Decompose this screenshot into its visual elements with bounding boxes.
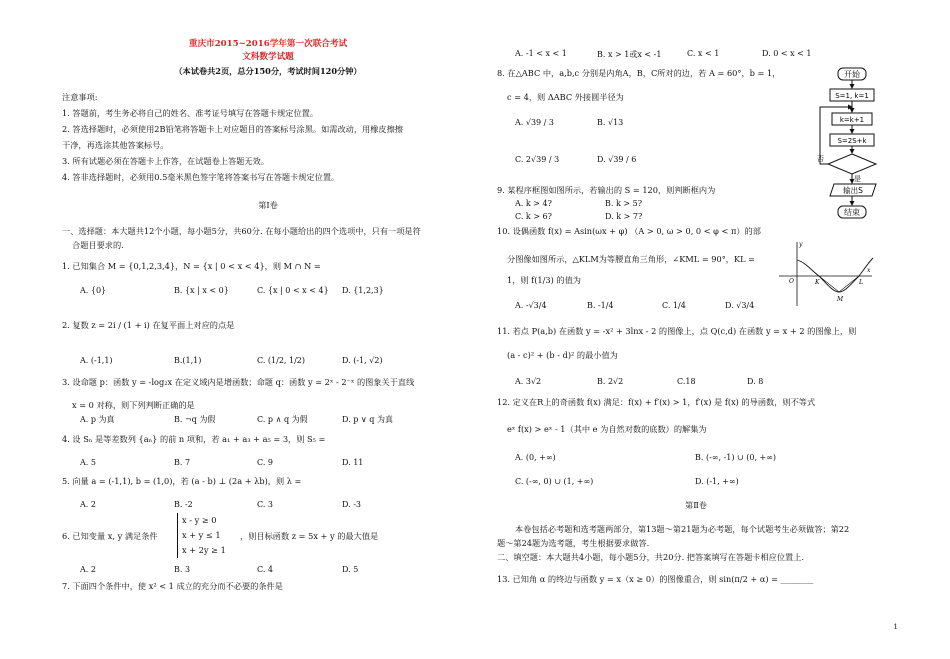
q9-option-b: B. k > 5? (605, 199, 642, 208)
q11-stem-cont: (a - c)² + (b - d)² 的最小值为 (507, 350, 618, 360)
q6-condition: x + y ≤ 1 (182, 530, 221, 540)
q6-stem-tail: ，则目标函数 z = 5x + y 的最大值是 (240, 531, 379, 541)
section2-intro-cont: 题～第24题为选考题，考生根据要求做答. (497, 538, 650, 548)
cosine-curve (797, 258, 873, 292)
graph-x-label: x (867, 267, 871, 274)
q10-stem-cont: 分图像如图所示，△KLM为等腰直角三角形，∠KML = 90°，KL = (507, 254, 756, 264)
section2-intro: 本卷包括必考题和选考题两部分，第13题～第21题为必考题，每个试题考生必须做答；第22 (515, 524, 850, 534)
q11-option-a: A. 3√2 (515, 377, 542, 386)
q7-option-a: A. -1 < x < 1 (515, 49, 567, 58)
q10-option-b: B. -1/4 (587, 301, 614, 310)
q6-option-c: C. 4 (257, 565, 274, 574)
q10-stem: 10. 设偶函数 f(x) = Asin(ωx + φ) （A > 0, ω > 0, 0 < φ < π）的部 (497, 226, 761, 236)
q9-option-c: C. k > 6? (515, 212, 552, 221)
flow-step2-label: S=2S+k (837, 137, 867, 145)
q12-option-b: B. (-∞, -1) ∪ (0, +∞) (695, 453, 777, 462)
q12-option-c: C. (-∞, 0) ∪ (1, +∞) (515, 477, 594, 486)
q5-option-d: D. -3 (342, 500, 362, 509)
q8-option-d: D. √39 / 6 (597, 155, 637, 164)
q11-option-d: D. 8 (747, 377, 764, 386)
q2-option-c: C. (1/2, 1/2) (257, 356, 305, 365)
note-item: 2. 答选择题时，必须使用2B铅笔将答题卡上对应题目的答案标号涂黑。如需改动，用橡皮擦擦 (62, 124, 403, 134)
q4-stem: 4. 设 Sₙ 是等差数列 {aₙ} 的前 n 项和，若 a₁ + a₃ + a₅ = 3，则 S₅ = (62, 434, 326, 444)
q10-option-a: A. -√3/4 (515, 301, 547, 310)
exam-info: （本试卷共2页，总分150分，考试时间120分钟） (174, 66, 362, 76)
q1-option-a: A. {0} (80, 286, 107, 295)
graph-l-label: L (859, 279, 863, 286)
flow-start-label: 开始 (844, 70, 860, 79)
flow-yes-label: 是 (854, 175, 861, 183)
q6-stem: 6. 已知变量 x, y 满足条件 (62, 531, 158, 541)
triangle-km (819, 276, 839, 292)
q1-option-c: C. {x | 0 < x < 4} (257, 286, 329, 295)
q13-stem: 13. 已知角 α 的终边与函数 y = x（x ≥ 0）的图像重合，则 sin(π/2 + α) = ________ (497, 574, 814, 584)
q9-stem: 9. 某程序框图如图所示，若输出的 S = 120，则判断框内为 (497, 185, 716, 195)
flow-init-label: S=1, k=1 (835, 92, 869, 100)
q8-stem-cont: c = 4，则 ΔABC 外接圆半径为 (507, 92, 624, 102)
q1-option-b: B. {x | x < 0} (174, 286, 229, 295)
flow-no-label: 否 (817, 155, 824, 163)
q11-option-c: C.18 (677, 377, 696, 386)
q12-stem-cont: eˣ f(x) > eˣ - 1（其中 e 为自然对数的底数）的解集为 (507, 424, 707, 434)
graph-k-label: K (815, 279, 820, 286)
q10-option-d: D. √3/4 (725, 301, 755, 310)
q7-stem: 7. 下面四个条件中，使 x² < 1 成立的充分而不必要的条件是 (62, 581, 283, 591)
q8-option-b: B. √13 (597, 118, 624, 127)
q7-option-b: B. x > 1或x < -1 (597, 50, 662, 59)
q6-option-b: B. 3 (174, 565, 191, 574)
q3-option-c: C. p ∧ q 为假 (257, 415, 308, 424)
note-item: 1. 答题前，考生务必将自己的姓名、准考证号填写在答题卡规定位置。 (62, 108, 319, 118)
note-item: 4. 答非选择题时，必须用0.5毫米黑色签字笔将答案书写在答题卡规定位置。 (62, 172, 340, 182)
q2-option-d: D. (-1, √2) (342, 356, 383, 365)
section2-title: 第Ⅱ卷 (685, 500, 707, 510)
q9-option-a: A. k > 4? (515, 199, 552, 208)
q9-option-d: D. k > 7? (605, 212, 643, 221)
q8-option-c: C. 2√39 / 3 (515, 155, 560, 164)
graph-m-label: M (837, 296, 844, 303)
q2-stem: 2. 复数 z = 2i / (1 + i) 在复平面上对应的点是 (62, 320, 235, 330)
function-graph (777, 236, 875, 310)
q7-option-d: D. 0 < x < 1 (762, 49, 812, 58)
q3-stem: 3. 设命题 p：函数 y = -log₂x 在定义域内是增函数；命题 q：函数 y = 2ˣ - 2⁻ˣ 的图象关于直线 (62, 377, 415, 387)
q4-option-b: B. 7 (174, 458, 191, 467)
note-item: 3. 所有试题必须在答题卡上作答，在试题卷上答题无效。 (62, 156, 269, 166)
q10-option-c: C. 1/4 (662, 301, 686, 310)
q1-option-d: D. {1,2,3} (342, 286, 384, 295)
graph-origin-label: O (789, 278, 794, 285)
q12-option-d: D. (-1, +∞) (695, 477, 739, 486)
note-item: 干净，再选涂其他答案标号。 (62, 140, 169, 150)
q3-option-a: A. p 为真 (80, 415, 115, 424)
q6-option-a: A. 2 (80, 565, 96, 574)
section1-intro-cont: 合题目要求的. (72, 240, 124, 250)
q5-option-c: C. 3 (257, 500, 274, 509)
q11-stem: 11. 若点 P(a,b) 在函数 y = -x² + 3lnx - 2 的图像上，点 Q(c,d) 在函数 y = x + 2 的图像上，则 (497, 326, 857, 336)
q8-option-a: A. √39 / 3 (515, 118, 555, 127)
q2-option-b: B.(1,1) (174, 356, 202, 365)
section1-intro: 一、选择题：本大题共12个小题，每小题5分，共60分. 在每小题给出的四个选项中，只有一项是符 (62, 226, 421, 236)
flow-step1-label: k=k+1 (839, 116, 865, 124)
q6-option-d: D. 5 (342, 565, 359, 574)
exam-title: 重庆市2015~2016学年第一次联合考试 (188, 39, 348, 49)
q3-option-d: D. p ∨ q 为真 (342, 415, 393, 424)
triangle-lm (839, 276, 859, 292)
q11-option-b: B. 2√2 (597, 377, 624, 386)
q5-option-b: B. -2 (174, 500, 193, 509)
q12-stem: 12. 定义在R上的奇函数 f(x) 满足：f(x) + f′(x) > 1，f′(x) 是 f(x) 的导函数，则不等式 (497, 397, 816, 407)
q7-option-c: C. x < 1 (687, 49, 720, 58)
q2-option-a: A. (-1,1) (80, 356, 113, 365)
q6-condition: x - y ≥ 0 (182, 515, 217, 525)
flow-output-label: 输出S (843, 186, 863, 195)
q4-option-c: C. 9 (257, 458, 274, 467)
graph-y-label: y (799, 241, 803, 248)
q4-option-a: A. 5 (80, 458, 96, 467)
exam-subtitle: 文科数学试题 (242, 52, 294, 62)
q6-condition: x + 2y ≥ 1 (182, 545, 226, 555)
flow-end-label: 结束 (844, 208, 860, 217)
q4-option-d: D. 11 (342, 458, 364, 467)
fill-in-intro: 二、填空题：本大题共4小题，每小题5分，共20分. 把答案填写在答题卡相应位置上. (497, 552, 805, 562)
q5-option-a: A. 2 (80, 500, 96, 509)
q10-stem-cont2: 1，则 f(1/3) 的值为 (507, 275, 581, 285)
q12-option-a: A. (0, +∞) (515, 453, 556, 462)
flowchart-diagram (818, 62, 900, 224)
page-number: 1 (893, 623, 898, 631)
q6-conditions (177, 513, 226, 558)
q3-option-b: B. ¬q 为假 (174, 415, 216, 424)
flow-decision-diamond (828, 154, 876, 174)
q3-stem-cont: x = 0 对称，则下列判断正确的是 (72, 400, 195, 410)
q1-stem: 1. 已知集合 M = {0,1,2,3,4}，N = {x | 0 < x < 4}，则 M ∩ N = (62, 261, 321, 271)
q8-stem: 8. 在△ABC 中，a,b,c 分别是内角A，B，C所对的边，若 A = 60°，b = 1， (497, 68, 781, 78)
notes-heading: 注意事项: (62, 92, 98, 102)
section1-title: 第Ⅰ卷 (258, 200, 278, 210)
q5-stem: 5. 向量 a = (-1,1), b = (1,0)，若 (a - b) ⊥ (2a + λb)，则 λ = (62, 476, 302, 486)
